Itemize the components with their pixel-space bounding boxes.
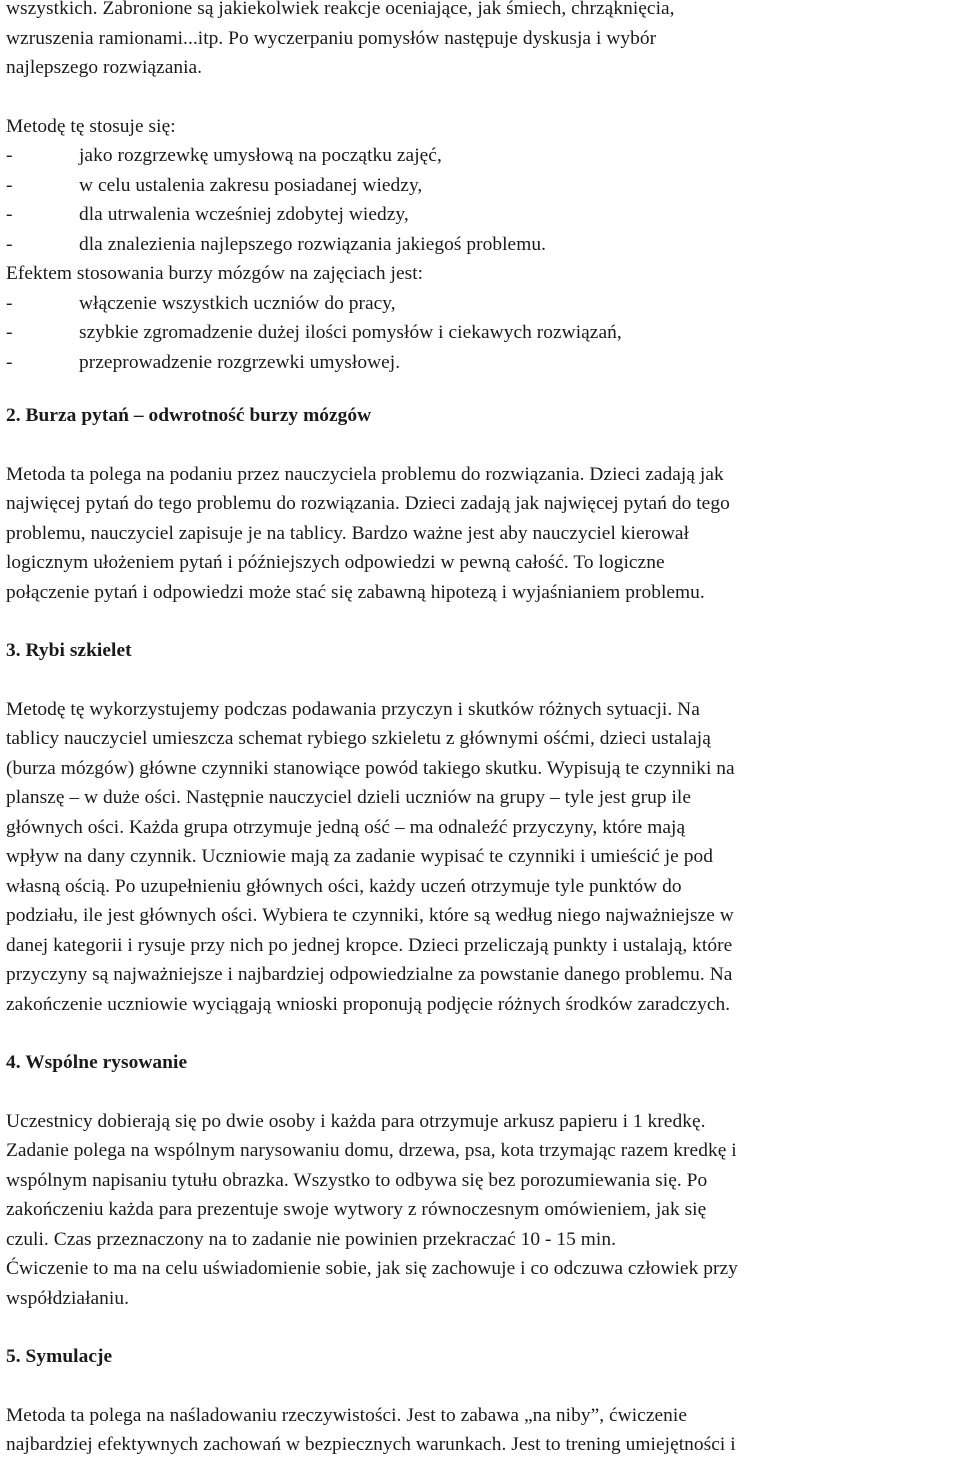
paragraph-line: czuli. Czas przeznaczony na to zadanie nie powinien przekraczać 10 - 15 min. xyxy=(6,1228,617,1250)
paragraph-line: zakończenie uczniowie wyciągają wnioski proponują podjęcie różnych środków zaradczych. xyxy=(6,993,731,1015)
section-2-paragraph xyxy=(6,460,956,608)
paragraph-line: Metoda ta polega na naśladowaniu rzeczywistości. Jest to zabawa „na niby”, ćwiczenie xyxy=(6,1404,687,1426)
paragraph-line: wpływ na dany czynnik. Uczniowie mają za zadanie wypisać te czynniki i umieścić je pod xyxy=(6,846,713,867)
paragraph-gap xyxy=(6,377,956,401)
usage-block xyxy=(6,112,956,260)
list-item xyxy=(6,200,956,230)
paragraph-line: problemu, nauczyciel zapisuje je na tablicy. Bardzo ważne jest aby nauczyciel kierował xyxy=(6,522,690,544)
list-item xyxy=(6,348,956,378)
effects-block xyxy=(6,259,956,377)
list-item xyxy=(6,141,956,171)
intro-line: najlepszego rozwiązania. xyxy=(6,57,203,78)
list-dash: - xyxy=(6,292,13,314)
paragraph-line: zakończeniu każda para prezentuje swoje wytwory z równoczesnym omówieniem, jak się xyxy=(6,1199,707,1220)
list-dash: - xyxy=(6,174,13,196)
list-dash: - xyxy=(6,322,13,343)
paragraph-line: współdziałaniu. xyxy=(6,1287,129,1309)
list-dash: - xyxy=(6,233,13,255)
paragraph-line: podziału, ile jest głównych ości. Wybiera te czynniki, które są według niego najważniejsze w xyxy=(6,905,734,926)
paragraph-line: tablicy nauczyciel umieszcza schemat rybiego szkieletu z głównymi ośćmi, dzieci ustalają xyxy=(6,728,711,749)
document-page xyxy=(6,0,956,1460)
section-4-paragraph xyxy=(6,1107,956,1314)
paragraph-gap xyxy=(6,607,956,636)
paragraph-gap xyxy=(6,83,956,112)
paragraph-line: własną ością. Po uzupełnieniu głównych ości, każdy uczeń otrzymuje tyle punktów do xyxy=(6,875,682,897)
list-item-text: jako rozgrzewkę umysłową na początku zajęć, xyxy=(79,145,442,166)
list-item-text: dla utrwalenia wcześniej zdobytej wiedzy, xyxy=(79,204,409,225)
intro-line: wszystkich. Zabronione są jakiekolwiek reakcje oceniające, jak śmiech, chrząknięcia, xyxy=(6,0,675,19)
paragraph-line: (burza mózgów) główne czynniki stanowiące powód takiego skutku. Wypisują te czynniki na xyxy=(6,757,735,779)
section-heading-5: 5. Symulacje xyxy=(6,1346,113,1367)
usage-lead: Metodę tę stosuje się: xyxy=(6,115,176,137)
list-item xyxy=(6,171,956,201)
list-item-text: szybkie zgromadzenie dużej ilości pomysłów i ciekawych rozwiązań, xyxy=(79,322,622,343)
list-item-text: włączenie wszystkich uczniów do pracy, xyxy=(79,292,396,314)
list-item-text: dla znalezienia najlepszego rozwiązania jakiegoś problemu. xyxy=(79,233,546,255)
paragraph-line: Metoda ta polega na podaniu przez nauczyciela problemu do rozwiązania. Dzieci zadają jak xyxy=(6,463,724,485)
intro-line: wzruszenia ramionami...itp. Po wyczerpaniu pomysłów następuje dyskusja i wybór xyxy=(6,27,657,49)
paragraph-gap xyxy=(6,1372,956,1401)
effects-lead: Efektem stosowania burzy mózgów na zajęciach jest: xyxy=(6,263,424,284)
paragraph-line: danej kategorii i rysuje przy nich po jednej kropce. Dzieci przeliczają punkty i ustalają, które xyxy=(6,934,733,956)
section-5-paragraph xyxy=(6,1401,956,1460)
paragraph-gap xyxy=(6,666,956,695)
list-dash: - xyxy=(6,145,13,166)
list-item-text: w celu ustalenia zakresu posiadanej wiedzy, xyxy=(79,174,423,196)
paragraph-line: połączenie pytań i odpowiedzi może stać się zabawną hipotezą i wyjaśnianiem problemu. xyxy=(6,581,705,603)
list-dash: - xyxy=(6,204,13,225)
paragraph-gap xyxy=(6,1313,956,1342)
list-item-text: przeprowadzenie rozgrzewki umysłowej. xyxy=(79,351,401,373)
paragraph-gap xyxy=(6,1078,956,1107)
paragraph-line: najbardziej efektywnych zachowań w bezpiecznych warunkach. Jest to trening umiejętności i xyxy=(6,1434,736,1455)
paragraph-line: najwięcej pytań do tego problemu do rozwiązania. Dzieci zadają jak najwięcej pytań do tego xyxy=(6,493,730,514)
list-dash: - xyxy=(6,351,13,373)
paragraph-line: wspólnym napisaniu tytułu obrazka. Wszystko to odbywa się bez porozumiewania się. Po xyxy=(6,1169,708,1191)
paragraph-line: Uczestnicy dobierają się po dwie osoby i każda para otrzymuje arkusz papieru i 1 kredkę. xyxy=(6,1110,706,1132)
intro-paragraph xyxy=(6,0,956,83)
paragraph-gap xyxy=(6,431,956,460)
section-heading-3: 3. Rybi szkielet xyxy=(6,640,132,661)
list-item xyxy=(6,289,956,319)
paragraph-line: Zadanie polega na wspólnym narysowaniu domu, drzewa, psa, kota trzymając razem kredkę i xyxy=(6,1140,737,1161)
paragraph-line: przyczyny są najważniejsze i najbardziej odpowiedzialne za powstanie danego problemu. Na xyxy=(6,964,733,985)
paragraph-line: planszę – w duże ości. Następnie nauczyciel dzieli uczniów na grupy – tyle jest grup ile xyxy=(6,787,691,808)
section-heading-2: 2. Burza pytań – odwrotność burzy mózgów xyxy=(6,405,372,426)
list-item xyxy=(6,230,956,260)
paragraph-line: logicznym ułożeniem pytań i późniejszych odpowiedzi w pewną całość. To logiczne xyxy=(6,552,665,573)
paragraph-line: Ćwiczenie to ma na celu uświadomienie sobie, jak się zachowuje i co odczuwa człowiek przy xyxy=(6,1258,738,1279)
paragraph-gap xyxy=(6,1019,956,1048)
section-heading-4: 4. Wspólne rysowanie xyxy=(6,1052,188,1073)
section-3-paragraph xyxy=(6,695,956,1020)
paragraph-line: Metodę tę wykorzystujemy podczas podawania przyczyn i skutków różnych sytuacji. Na xyxy=(6,698,700,720)
list-item xyxy=(6,318,956,348)
paragraph-line: głównych ości. Każda grupa otrzymuje jedną ość – ma odnaleźć przyczyny, które mają xyxy=(6,816,686,838)
